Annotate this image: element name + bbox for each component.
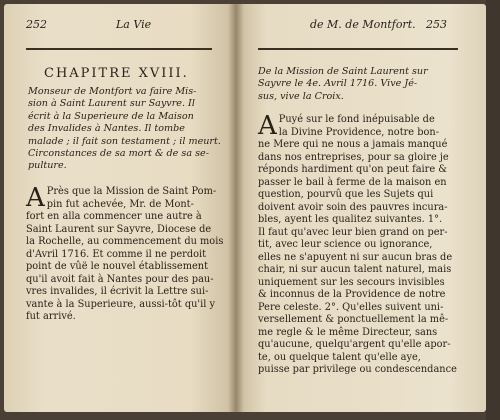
left-page bbox=[4, 4, 236, 412]
right-page-number: 253 bbox=[426, 18, 447, 31]
right-body-text bbox=[258, 111, 468, 377]
body-line: question, pourvû que les Sujets qui bbox=[258, 189, 434, 200]
summary-line: Circonstances de sa mort & de sa se- bbox=[28, 148, 209, 160]
letter-heading bbox=[258, 66, 468, 103]
body-line: & inconnus de la Providence de notre bbox=[258, 289, 446, 300]
left-body-text bbox=[26, 183, 224, 324]
body-line: dans nos entreprises, pour sa gloire je bbox=[258, 151, 449, 163]
heading-line: De la Mission de Saint Laurent sur bbox=[258, 66, 428, 77]
body-line: vante à la Superieure, aussi-tôt qu'il y bbox=[26, 298, 216, 310]
body-line: pin fut achevée, Mr. de Mont- bbox=[46, 198, 194, 210]
summary-line: pulture. bbox=[28, 160, 67, 172]
body-line: qu'aucune, quelqu'argent qu'elle apor- bbox=[258, 339, 451, 350]
chapter-title: CHAPITRE XVIII. bbox=[44, 66, 189, 81]
body-line: la Divine Providence, notre bon- bbox=[278, 126, 440, 138]
body-line: tit, avec leur science ou ignorance, bbox=[258, 239, 433, 250]
right-header-rule bbox=[258, 48, 458, 50]
body-line: bles, ayent les qualitez suivantes. 1°. bbox=[258, 214, 443, 225]
body-line: ne Mere qui ne nous a jamais manqué bbox=[258, 139, 448, 150]
left-running-title: La Vie bbox=[116, 18, 152, 31]
body-line: réponds hardiment qu'on peut faire & bbox=[258, 164, 448, 175]
summary-line: malade ; il fait son testament ; il meurt. bbox=[28, 135, 221, 147]
right-running-title: de M. de Montfort. bbox=[310, 18, 416, 31]
body-line: Près que la Mission de Saint Pom- bbox=[46, 186, 217, 197]
summary-line: écrit à la Superieure de la Maison bbox=[28, 110, 194, 122]
body-line: chair, ni sur aucun talent naturel, mais bbox=[258, 264, 452, 275]
body-line: puisse par privilege ou condescendance bbox=[258, 364, 457, 375]
body-line: Saint Laurent sur Sayvre, Diocese de bbox=[26, 223, 212, 235]
body-line: Pere celeste. 2°. Qu'elles suivent uni- bbox=[258, 301, 444, 313]
body-line: uniquement sur les secours invisibles bbox=[258, 276, 445, 288]
drop-cap: A bbox=[26, 183, 45, 213]
body-line: qu'il avoit fait à Nantes pour des pau- bbox=[26, 273, 214, 285]
body-line: elles ne s'apuyent ni sur aucun bras de bbox=[258, 251, 453, 263]
drop-cap: A bbox=[258, 111, 277, 141]
summary-line: sion à Saint Laurent sur Sayvre. Il bbox=[28, 98, 195, 110]
body-line: vres invalides, il écrivit la Lettre sui- bbox=[26, 286, 209, 297]
left-page-number: 252 bbox=[26, 18, 47, 31]
left-header-rule bbox=[26, 48, 212, 50]
body-line: Il faut qu'avec leur bien grand on per- bbox=[258, 226, 448, 238]
summary-line: Monseur de Montfort va faire Mis- bbox=[28, 86, 197, 97]
body-line: fut arrivé. bbox=[26, 311, 76, 322]
body-line: la Rochelle, au commencement du mois bbox=[26, 236, 224, 247]
heading-line: Sayvre le 4e. Avril 1716. Vive Jé- bbox=[258, 78, 418, 90]
body-line: Puyé sur le fond inépuisable de bbox=[278, 114, 435, 125]
body-line: fort en alla commencer une autre à bbox=[26, 211, 202, 222]
body-line: doivent avoir soin des pauvres incura- bbox=[258, 201, 448, 213]
summary-line: des Invalides à Nantes. Il tombe bbox=[28, 123, 185, 135]
body-line: me regle & le même Directeur, sans bbox=[258, 326, 438, 338]
book-edge bbox=[486, 0, 500, 420]
body-line: d'Avril 1716. Et comme il ne perdoit bbox=[26, 248, 207, 260]
heading-line: sus, vive la Croix. bbox=[258, 90, 344, 102]
body-line: passer le bail à ferme de la maison en bbox=[258, 176, 447, 188]
body-line: versellement & ponctuellement la mê- bbox=[258, 314, 449, 325]
body-line: point de vûë le nouvel établissement bbox=[26, 261, 209, 272]
book-gutter bbox=[228, 4, 244, 412]
right-page bbox=[236, 4, 486, 412]
body-line: te, ou quelque talent qu'elle aye, bbox=[258, 351, 421, 363]
chapter-summary bbox=[28, 86, 221, 173]
